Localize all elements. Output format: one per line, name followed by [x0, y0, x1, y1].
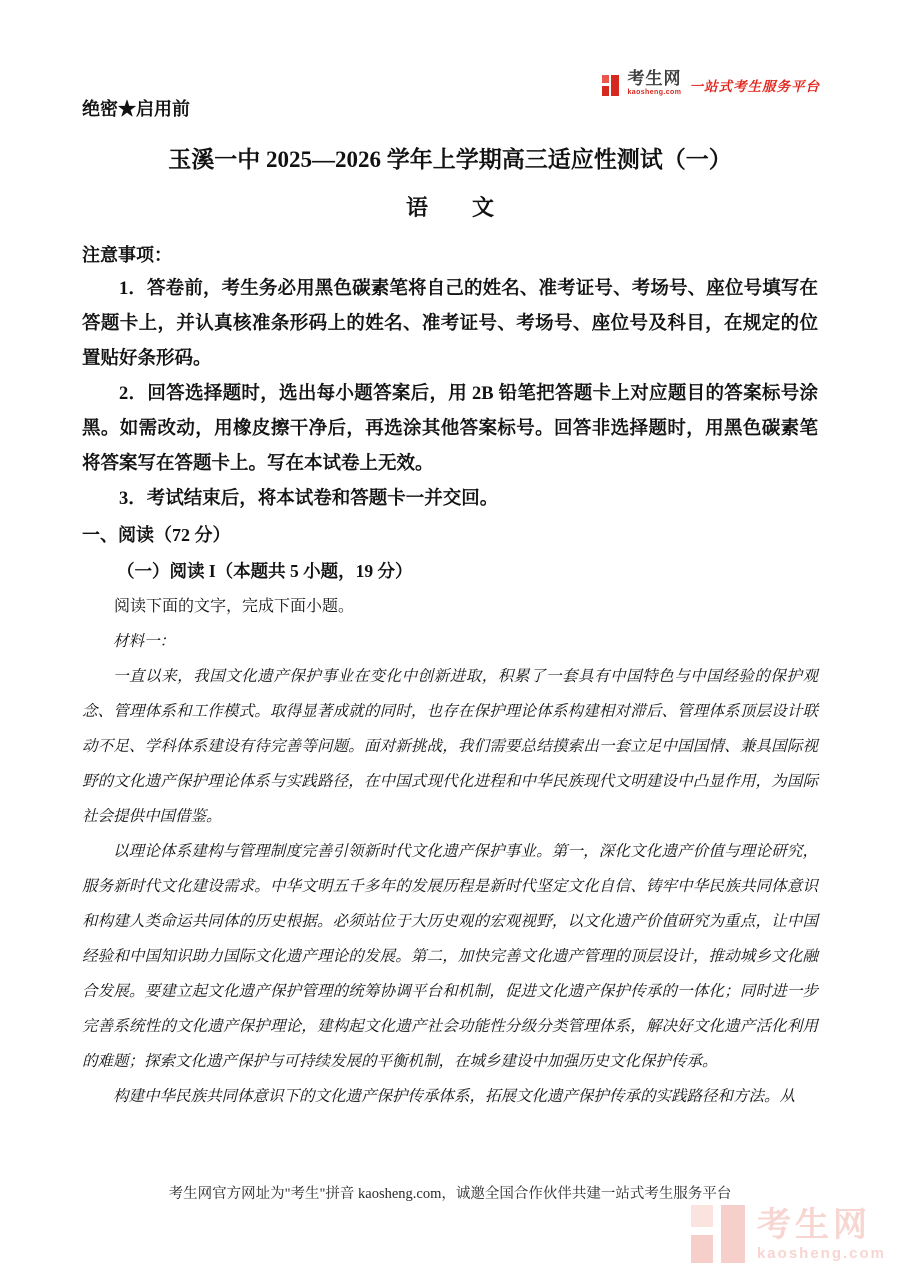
- logo-block: [602, 86, 609, 96]
- watermark-logo-icon: [691, 1205, 745, 1263]
- brand-text: [628, 70, 682, 96]
- notice-item-1: 1．答卷前，考生务必用黑色碳素笔将自己的姓名、准考证号、考场号、座位号填写在答题卡上，并认真核准条形码上的姓名、准考证号、考场号、座位号及科目，在规定的位置贴好条形码。: [82, 279, 818, 369]
- logo-block: [721, 1205, 745, 1263]
- notice-heading: 注意事项：: [82, 245, 172, 265]
- brand-name: 考生网: [627, 69, 682, 88]
- reading-instruction: 阅读下面的文字，完成下面小题。: [114, 598, 355, 615]
- logo-block: [691, 1205, 713, 1227]
- watermark-text: [756, 1205, 886, 1262]
- footer-note: 考生网官方网址为"考生"拼音 kaosheng.com，诚邀全国合作伙伴共建一站式考生服务平台: [168, 1186, 732, 1202]
- section-heading-reading: 一、阅读（72 分）: [82, 525, 231, 545]
- brand-tagline: 一站式考生服务平台: [689, 79, 820, 94]
- watermark-name: 考生网: [756, 1205, 871, 1244]
- logo-block: [602, 75, 609, 83]
- material-paragraph-2: 以理论体系建构与管理制度完善引领新时代文化遗产保护事业。第一，深化文化遗产价值与理论研究，服务新时代文化建设需求。中华文明五千多年的发展历程是新时代坚定文化自信、铸牢中华民族共同体意识和构建人类命运共同体的历史根据。必须站位于大历史观的宏观视野，以文化遗产价值研究为重点，让中国经验和中国知识助力国际文化遗产理论的发展。第二，加快完善文化遗产管理的顶层设计，推动城乡文化融合发展。要建立起文化遗产保护管理的统筹协调平台和机制，促进文化遗产保护传承的一体化；同时进一步完善系统性的文化遗产保护理论，建构起文化遗产社会功能性分级分类管理体系，解决好文化遗产活化利用的难题；探索文化遗产保护与可持续发展的平衡机制，在城乡建设中加强历史文化保护传承。: [82, 843, 818, 1070]
- kaosheng-logo: [602, 70, 821, 96]
- material-paragraph-3: 构建中华民族共同体意识下的文化遗产保护传承体系，拓展文化遗产保护传承的实践路径和方法。从: [113, 1088, 796, 1105]
- exam-subject: 语 文: [405, 195, 494, 220]
- logo-block: [691, 1235, 713, 1263]
- kaosheng-logo-icon: [602, 75, 620, 96]
- material-paragraph-1: 一直以来，我国文化遗产保护事业在变化中创新进取，积累了一套具有中国特色与中国经验的保护观念、管理体系和工作模式。取得显著成就的同时，也存在保护理论体系构建相对滞后、管理体系顶层设计联动不足、学科体系建设有待完善等问题。面对新挑战，我们需要总结摸索出一套立足中国国情、兼具国际视野的文化遗产保护理论体系与实践路径，在中国式现代化进程和中华民族现代文明建设中凸显作用，为国际社会提供中国借鉴。: [82, 668, 818, 825]
- brand-domain: kaosheng.com: [627, 89, 682, 96]
- secrecy-label: 绝密★启用前: [82, 99, 190, 119]
- logo-block: [611, 75, 619, 96]
- watermark: [691, 1205, 886, 1263]
- exam-title: 玉溪一中 2025—2026 学年上学期高三适应性测试（一）: [168, 147, 732, 172]
- subsection-heading-reading1: （一）阅读 I（本题共 5 小题，19 分）: [117, 561, 413, 581]
- watermark-domain: kaosheng.com: [756, 1244, 886, 1262]
- notice-item-2: 2．回答选择题时，选出每小题答案后，用 2B 铅笔把答题卡上对应题目的答案标号涂黑。如需改动，用橡皮擦干净后，再选涂其他答案标号。回答非选择题时，用黑色碳素笔将答案写在答题卡上。写在本试卷上无效。: [82, 384, 818, 474]
- material-one-label: 材料一：: [113, 633, 176, 650]
- notice-item-3: 3．考试结束后，将本试卷和答题卡一并交回。: [119, 489, 499, 509]
